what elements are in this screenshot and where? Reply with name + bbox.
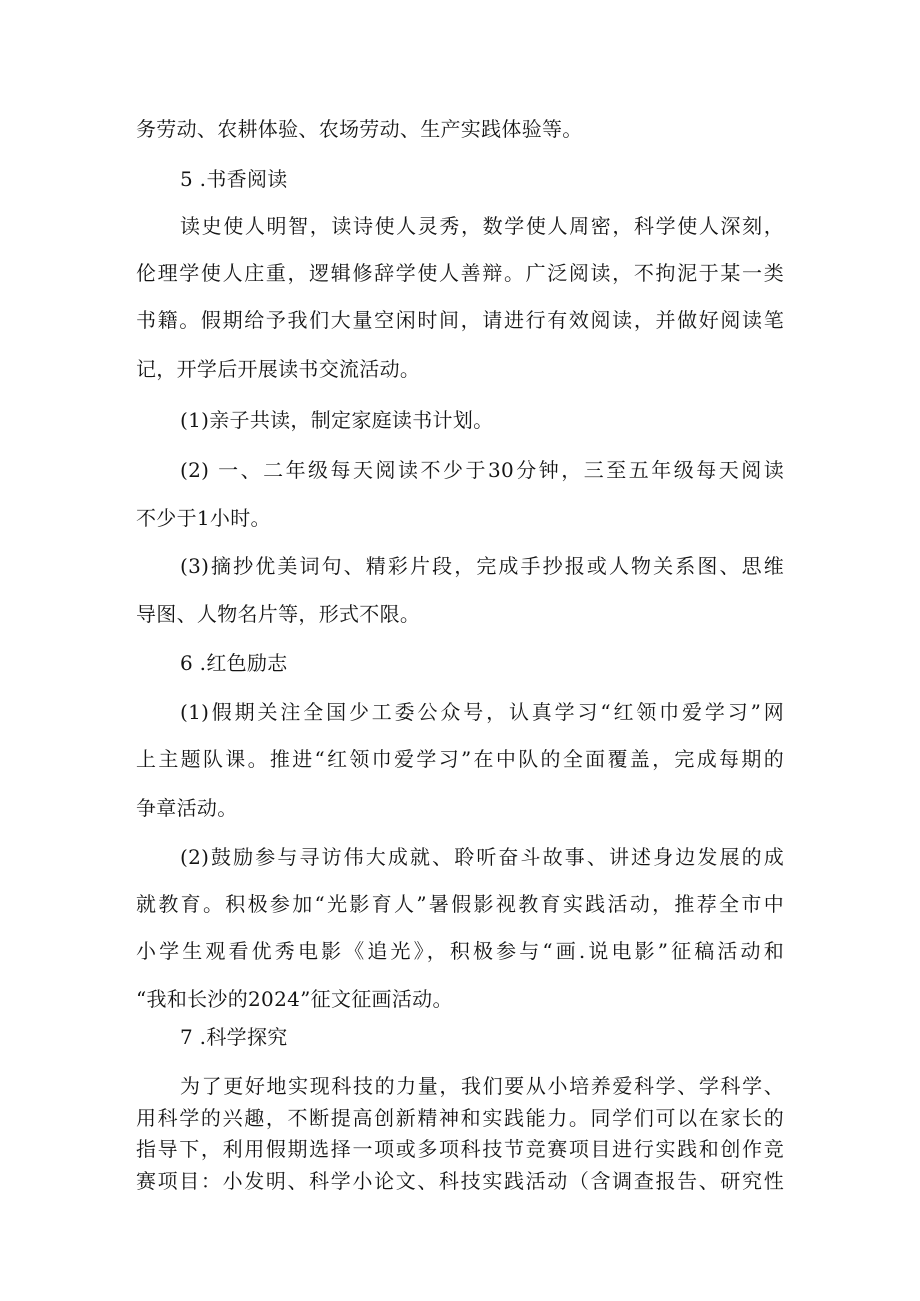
- paragraph-line: 书籍。假期给予我们大量空闲时间，请进行有效阅读，并做好阅读笔: [136, 308, 784, 332]
- section-heading-reading: 5 .书香阅读: [180, 167, 288, 191]
- list-item-line: (1)假期关注全国少工委公众号，认真学习“红领巾爱学习”网: [180, 700, 784, 724]
- paragraph-line: 为了更好地实现科技的力量，我们要从小培养爱科学、学科学、: [180, 1074, 784, 1098]
- list-item-line: (3)摘抄优美词句、精彩片段，完成手抄报或人物关系图、思维: [180, 554, 784, 578]
- paragraph-line: 争章活动。: [136, 796, 238, 820]
- paragraph-line: 伦理学使人庄重，逻辑修辞学使人善辩。广泛阅读，不拘泥于某一类: [136, 261, 784, 285]
- list-item-line: (1)亲子共读，制定家庭读书计划。: [180, 408, 494, 432]
- list-item-line: (2)鼓励参与寻访伟大成就、聆听奋斗故事、讲述身边发展的成: [180, 845, 784, 869]
- paragraph-line: 就教育。积极参加“光影育人”暑假影视教育实践活动，推荐全市中: [136, 892, 784, 916]
- paragraph-line: 指导下，利用假期选择一项或多项科技节竞赛项目进行实践和创作竞: [136, 1137, 784, 1161]
- paragraph-line: 用科学的兴趣，不断提高创新精神和实践能力。同学们可以在家长的: [136, 1106, 784, 1130]
- section-heading-red: 6 .红色励志: [180, 651, 288, 675]
- paragraph-line: 小学生观看优秀电影《追光》，积极参与“画.说电影”征稿活动和: [136, 939, 784, 963]
- paragraph-line: 读史使人明智，读诗使人灵秀，数学使人周密，科学使人深刻，: [180, 214, 784, 238]
- paragraph-line: 上主题队课。推进“红领巾爱学习”在中队的全面覆盖，完成每期的: [136, 747, 784, 771]
- paragraph-line: 赛项目：小发明、科学小论文、科技实践活动（含调查报告、研究性: [136, 1169, 784, 1193]
- section-heading-science: 7 .科学探究: [180, 1025, 288, 1049]
- list-item-line: (2) 一、二年级每天阅读不少于30分钟，三至五年级每天阅读: [180, 458, 784, 482]
- paragraph-line: 导图、人物名片等，形式不限。: [136, 602, 421, 626]
- paragraph-line: “我和长沙的2024”征文征画活动。: [136, 987, 453, 1011]
- paragraph-line: 务劳动、农耕体验、农场劳动、生产实践体验等。: [136, 117, 583, 141]
- paragraph-line: 记，开学后开展读书交流活动。: [136, 357, 421, 381]
- paragraph-line: 不少于1小时。: [136, 506, 271, 530]
